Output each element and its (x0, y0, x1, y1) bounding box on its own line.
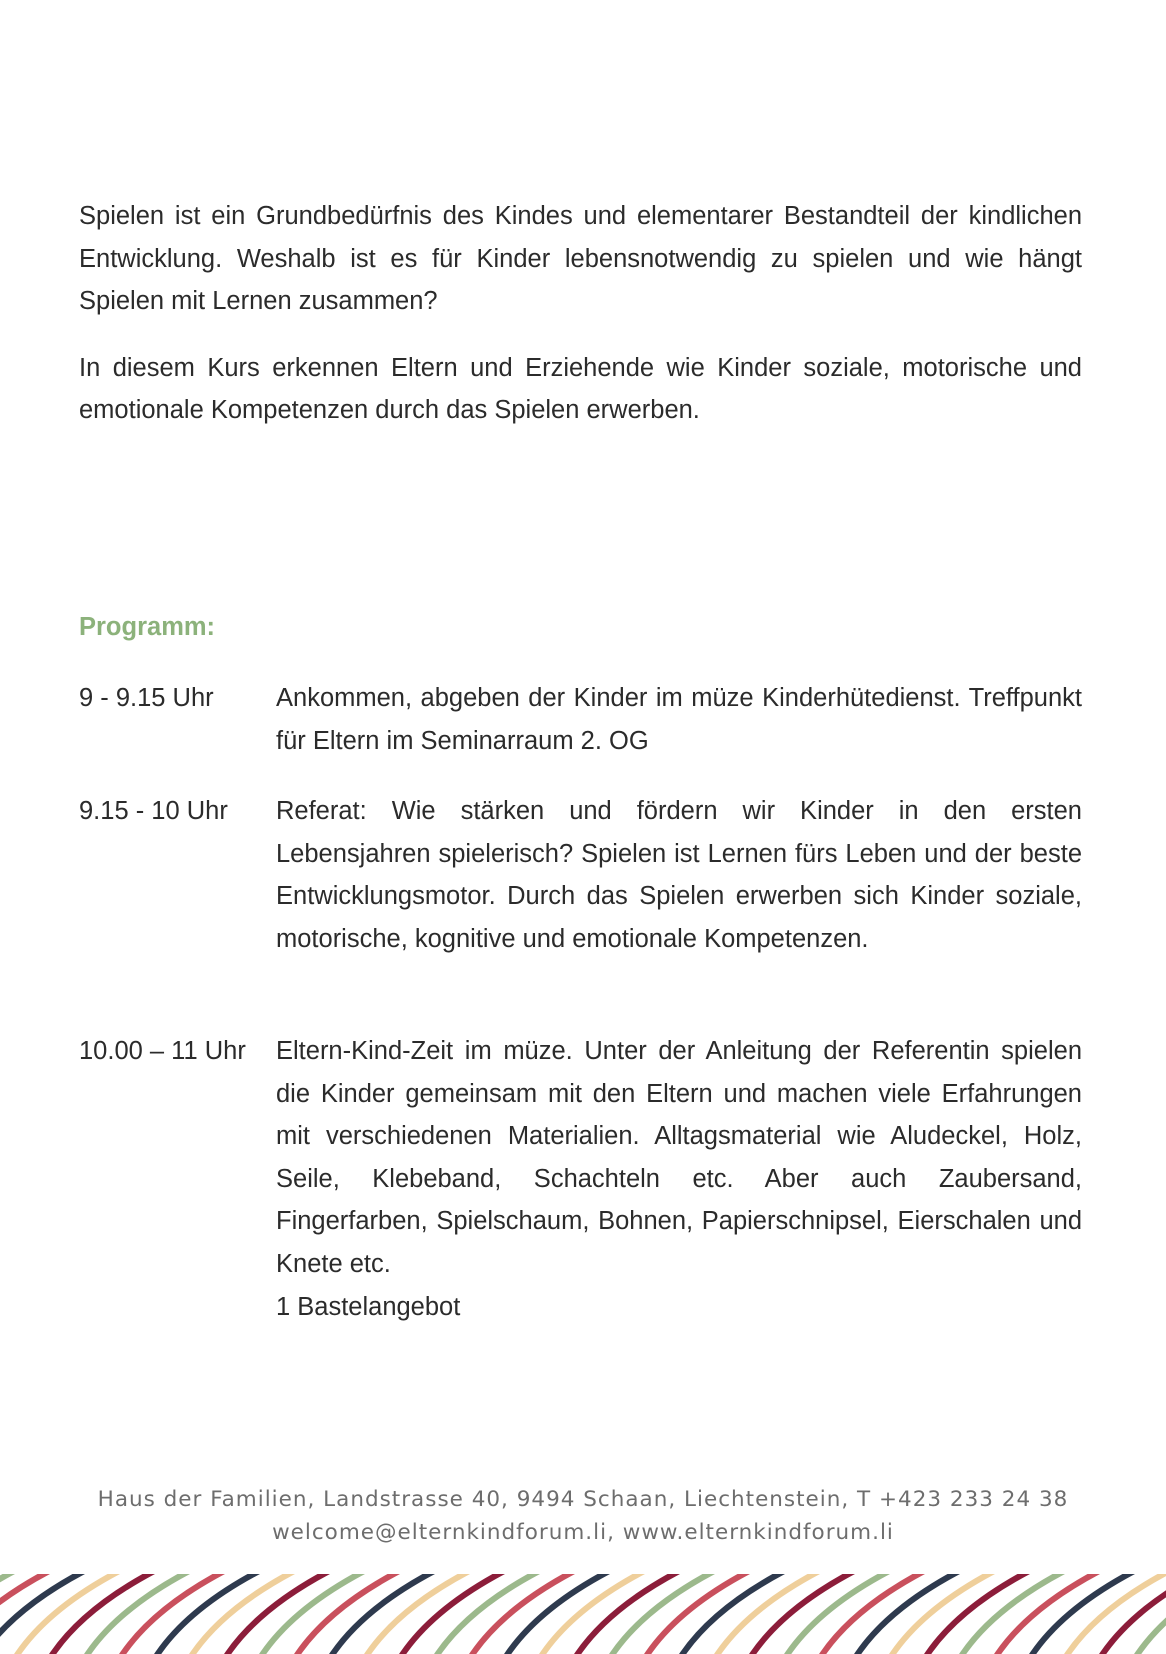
program-item-description: Ankommen, abgeben der Kinder im müze Kinderhütedienst. Treffpunkt für Eltern im Seminarraum 2. OG (276, 684, 1082, 755)
program-item-description-wrap (276, 790, 1082, 1002)
program-item-time: 10.00 – 11 Uhr (79, 1037, 246, 1065)
decorative-stripe (0, 1574, 90, 1654)
decorative-stripe (820, 1574, 930, 1654)
decorative-stripe (890, 1574, 1000, 1654)
decorative-stripe (645, 1574, 755, 1654)
decorative-stripe (85, 1574, 195, 1654)
decorative-stripe (610, 1574, 720, 1654)
decorative-stripe (750, 1574, 860, 1654)
decorative-stripe (435, 1574, 545, 1654)
decorative-stripe (715, 1574, 825, 1654)
decorative-stripe (225, 1574, 335, 1654)
program-heading: Programm: (79, 613, 216, 641)
program-item-time: 9 - 9.15 Uhr (79, 684, 214, 712)
footer-contact: welcome@elternkindforum.li, www.elternkindforum.li (272, 1520, 894, 1545)
decorative-stripe (15, 1574, 125, 1654)
decorative-stripe (785, 1574, 895, 1654)
footer (0, 1483, 1166, 1549)
program-item (79, 790, 1082, 1002)
intro-paragraph-1: Spielen ist ein Grundbedürfnis des Kindes und elementarer Bestandteil der kindlichen Entwicklung. Weshalb ist es für Kinder lebensnotwendig zu spielen und wie hängt Spielen mit Lernen zusammen? (79, 202, 1082, 315)
decorative-stripe (855, 1574, 965, 1654)
intro-section (79, 195, 1082, 456)
decorative-stripe (190, 1574, 300, 1654)
decorative-stripe (680, 1574, 790, 1654)
decorative-stripe (365, 1574, 475, 1654)
program-item-description-wrap (276, 1030, 1082, 1328)
decorative-stripe (295, 1574, 405, 1654)
program-item-time: 9.15 - 10 Uhr (79, 797, 228, 825)
footer-address: Haus der Familien, Landstrasse 40, 9494 Schaan, Liechtenstein, T +423 233 24 38 (97, 1487, 1069, 1512)
program-list (79, 677, 1082, 1356)
decorative-stripe (505, 1574, 615, 1654)
intro-paragraph-2: In diesem Kurs erkennen Eltern und Erziehende wie Kinder soziale, motorische und emotionale Kompetenzen durch das Spielen erwerben. (79, 353, 1082, 424)
decorative-stripe (925, 1574, 1035, 1654)
program-item-description: Referat: Wie stärken und fördern wir Kinder in den ersten Lebensjahren spielerisch? Spielen ist Lernen fürs Leben und der beste Entwicklungsmotor. Durch das Spielen erwerben sich Kinder soziale, motorische, kognitive und emotionale Kompetenzen. (276, 797, 1082, 953)
decorative-stripes (0, 1574, 1166, 1654)
program-item-description-wrap (276, 677, 1082, 762)
program-item (79, 677, 1082, 762)
decorative-stripe (470, 1574, 580, 1654)
decorative-stripe (120, 1574, 230, 1654)
decorative-stripe (540, 1574, 650, 1654)
program-item (79, 1030, 1082, 1328)
decorative-stripe (400, 1574, 510, 1654)
decorative-stripe (575, 1574, 685, 1654)
decorative-stripe (50, 1574, 160, 1654)
decorative-stripe (330, 1574, 440, 1654)
decorative-stripe (995, 1574, 1105, 1654)
program-item-description: Eltern-Kind-Zeit im müze. Unter der Anleitung der Referentin spielen die Kinder gemeinsam mit den Eltern und machen viele Erfahrungen mit verschiedenen Materialien. Alltagsmaterial wie Aludeckel, Holz, Seile, Klebeband, Schachteln etc. Aber auch Zaubersand, Fingerfarben, Spielschaum, Bohnen, Papierschnipsel, Eierschalen und Knete etc. (276, 1037, 1082, 1278)
decorative-stripe (1030, 1574, 1140, 1654)
program-item-extra: 1 Bastelangebot (276, 1292, 461, 1321)
decorative-stripe (155, 1574, 265, 1654)
decorative-stripe (960, 1574, 1070, 1654)
decorative-stripe (260, 1574, 370, 1654)
